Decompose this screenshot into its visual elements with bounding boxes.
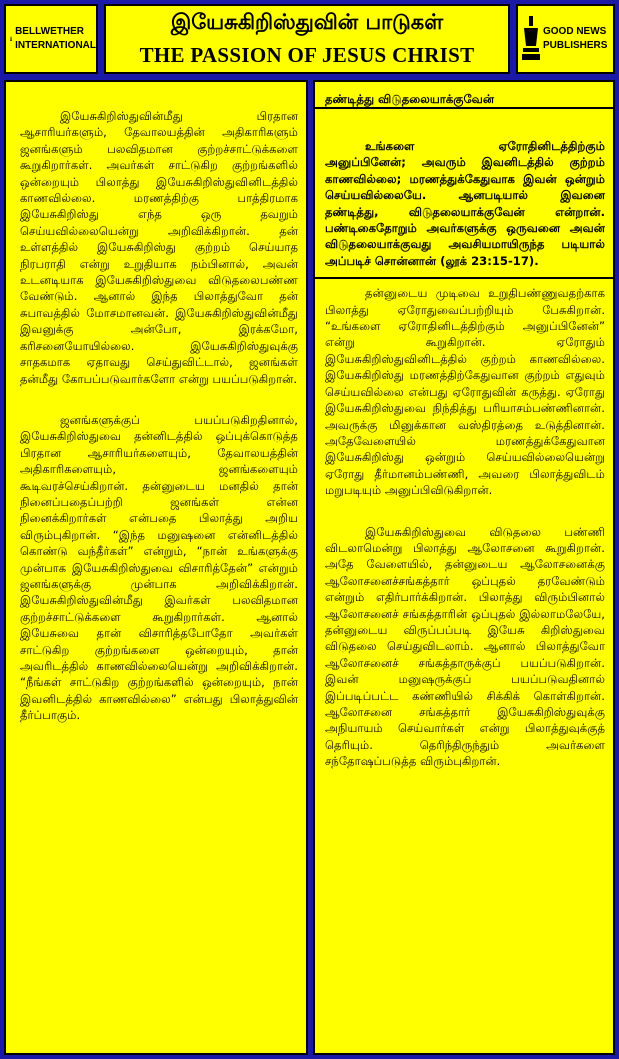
right-paragraph-1: தன்னுடைய முடிவை உறுதிபண்ணுவதற்காக பிலாத்து ஏரோதுவைப்பற்றியும் பேசுகிறான். “உங்களை ஏரோதினிடத்திற்கும் அனுப்பினேன்” என்று கூறுகிறான். ஏரோதும் இயேசுகிறிஸ்துவினிடத்தில் குற்றம் காணவில்லை. இயேசுகிறிஸ்து மரணத்திற்கேதுவான குற்றம் எதுவும் செய்யவில்லை என்பது ஏரோதுவின் கருத்து. ஏரோது இயேசுகிறிஸ்துவை நிந்தித்து பரியாசம்பண்ணினான். அவருக்கு மினுக்கான வஸ்திரத்தை உடுத்தினான். அதேவேளையில் மரணத்துக்கேதுவான இயேசுகிறிஸ்து ஒன்றும் செய்யவில்லையென்று ஏரோது தீர்மானம்பண்ணி, அவரை பிலாத்துவிடம் மறுபடியும் அனுப்பிவிடுகிறான். bbox=[325, 286, 605, 498]
bellwether-logo bbox=[4, 4, 98, 74]
left-paragraph-1: இயேசுகிறிஸ்துவின்மீது பிரதான ஆசாரியர்களும், தேவாலயத்தின் அதிகாரிகளும் ஜனங்களும் பலவிதமான குற்றச்சாட்டுக்களை கூறுகிறார்கள். அவர்கள் சாட்டுகிற குற்றங்களில் ஒன்றையும் பிலாத்து இயேசுகிறிஸ்துவினிடத்தில் காணவில்லை. மரணத்திற்கு பாத்திரமாக இயேசுகிறிஸ்து எந்த ஒரு தவறும் செய்யவில்லையென்று அறிவிக்கிறான். தன் உள்ளத்தில் இயேசுகிறிஸ்து குற்றம் செய்யாத நிரபராதி என்று உறுதியாக நம்பினால், அவன் உடனடியாக இயேசுகிறிஸ்துவை விடுதலைபண்ண வேண்டும். ஆனால் இந்த பிலாத்துவோ தன் சுபாவத்தில் மோசமானவன். இயேசுகிறிஸ்துவின்மீது இவனுக்கு அன்போ, இரக்கமோ, கரிசனையோயில்லை. இயேசுகிறிஸ்துவுக்கு சாதகமாக ஏதாவது செய்துவிட்டால், ஜனங்கள் தன்மீது கோபப்படுவார்களோ என்று பயப்படுகிறான். bbox=[20, 109, 298, 386]
left-paragraph-2: ஜனங்களுக்குப் பயப்படுகிறதினால், இயேசுகிறிஸ்துவை தன்னிடத்தில் ஒப்புக்கொடுத்த பிரதான ஆசாரியர்களையும், தேவாலயத்தின் அதிகாரிகளையும், ஜனங்களையும் கூடிவரச்செய்கிறான். தன்னுடைய மனதில் தான் நினைப்பதைப்பற்றி ஜனங்கள் என்ன நினைக்கிறார்கள் என்பதை பிலாத்து அறிய விரும்புகிறான். “இந்த மனுஷனை என்னிடத்தில் கொண்டு வந்தீர்கள்” என்றும், “நான் உங்களுக்கு முன்பாக இயேசுகிறிஸ்துவை விசாரித்தேன்” என்றும் ஜனங்களுக்கு முன்பாக அறிவிக்கிறான். இயேசுகிறிஸ்துவின்மீது இவர்கள் பலவிதமான குற்றச்சாட்டுக்களை கூறுகிறார்கள். ஆனால் இயேசுவை தான் விசாரித்தபோதோ அவர்கள் சாட்டுகிற குற்றங்களை ஒன்றையும், தான் அவரிடத்தில் காணவில்லையென்று அறிவிக்கிறான். “நீங்கள் சாட்டுகிற குற்றங்களில் ஒன்றையும், நான் இவனிடத்தில் காணவில்லை” என்பது பிலாத்துவின் தீர்ப்பாகும். bbox=[20, 412, 298, 723]
heading-divider bbox=[313, 107, 615, 109]
logo-right-line1: GOOD NEWS bbox=[543, 26, 607, 37]
good-news-icon bbox=[522, 16, 540, 62]
logo-left-line1: BELLWETHER bbox=[15, 26, 84, 37]
left-column bbox=[4, 80, 308, 1055]
title-english: THE PASSION OF JESUS CHRIST bbox=[139, 43, 475, 67]
title-tamil: இயேசுகிறிஸ்துவின் பாடுகள் bbox=[170, 10, 444, 34]
right-column bbox=[313, 80, 615, 1055]
logo-left-line2: INTERNATIONAL bbox=[15, 40, 96, 51]
verse-divider bbox=[313, 277, 615, 279]
good-news-logo bbox=[516, 4, 615, 74]
section-heading: தண்டித்து விடுதலையாக்குவேன் bbox=[325, 92, 495, 106]
logo-right-line2: PUBLISHERS bbox=[543, 40, 608, 51]
title-banner bbox=[104, 4, 510, 74]
bellwether-icon bbox=[10, 17, 12, 61]
scripture-verse: உங்களை ஏரோதினிடத்திற்கும் அனுப்பினேன்; அவரும் இவனிடத்தில் குற்றம் காணவில்லை; மரணத்துக்கேதுவாக இவன் ஒன்றும் செய்யவில்லையே. ஆனபடியால் இவனை தண்டித்து, விடுதலையாக்குவேன் என்றான். பண்டிகைதோறும் அவர்களுக்கு ஒருவனை அவன் விடுதலையாக்குவது அவசியமாயிருந்த படியால் அப்படிச் சொன்னான் (லூக் 23:15-17). bbox=[325, 139, 605, 268]
right-paragraph-2: இயேசுகிறிஸ்துவை விடுதலை பண்ணி விடலாமென்று பிலாத்து ஆலோசனை கூறுகிறான். அதே வேளையில், தன்னுடைய ஆலோசனைக்கு ஆலோசனைச்சங்கத்தார் ஒப்புதல் தரவேண்டும் என்றும் எதிர்பார்க்கிறான். பிலாத்து விரும்பினால் ஆலோசனைச் சங்கத்தாரின் ஒப்புதல் இல்லாமலேயே, தன்னுடைய விருப்பப்படி இயேசு கிறிஸ்துவை விடுதலை செய்துவிடலாம். ஆனால் பிலாத்துவோ ஆலோசனைச் சங்கத்தாருக்குப் பயப்படுகிறான். இவன் மனுஷருக்குப் பயப்படுவதினால் இப்படிப்பட்ட கண்ணியில் சிக்கிக் கொள்கிறான். ஆலோசனை சங்கத்தார் இயேசுகிறிஸ்துவுக்கு அநியாயம் செய்வார்கள் என்று பிலாத்துவுக்குத் தெரியும். தெரிந்திருந்தும் அவர்களை சந்தோஷப்படுத்த விரும்புகிறான். bbox=[325, 524, 605, 769]
